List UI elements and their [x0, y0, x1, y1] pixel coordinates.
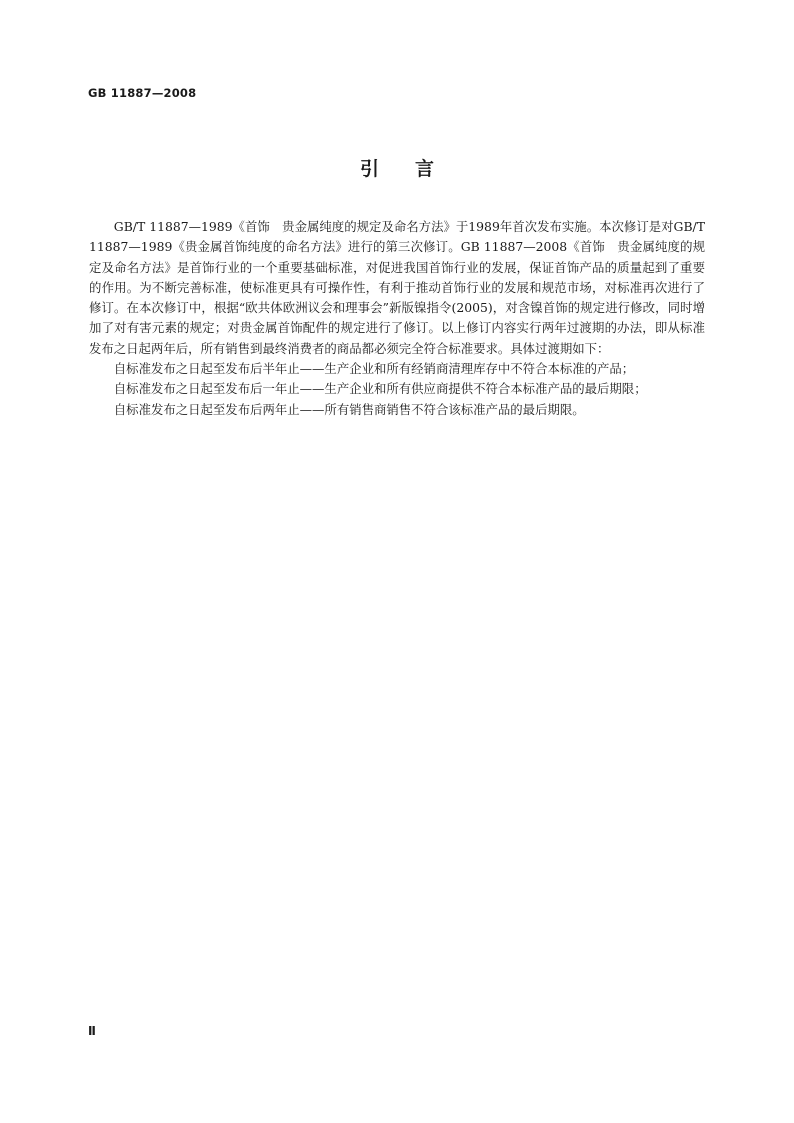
paragraph-transition-half-year: 自标准发布之日起至发布后半年止——生产企业和所有经销商清理库存中不符合本标准的产品； — [113, 361, 635, 377]
paragraph-transition-two-years: 自标准发布之日起至发布后两年止——所有销售商销售不符合该标准产品的最后期限。 — [113, 401, 585, 417]
standard-code-header: GB 11887—2008 — [88, 86, 197, 100]
paragraph-transition-one-year: 自标准发布之日起至发布后一年止——生产企业和所有供应商提供不符合本标准产品的最后期限； — [113, 381, 647, 397]
page-number: Ⅱ — [88, 1024, 96, 1038]
paragraph-intro: GB/T 11887—1989《首饰 贵金属纯度的规定及命名方法》于1989年首次发布实施。本次修订是对GB/T 11887—1989《贵金属首饰纯度的命名方法》进行的第三次修订。GB 11887—2008《首饰 贵金属纯度的规定及命名方法》是首饰行业的一个重要基础标准，对促进我国首饰行业的发展，保证首饰产品的质量起到了重要的作用。为不断完善标准，使标准更具有可操作性，有利于推动首饰行业的发展和规范市场，对标准再次进行了修订。在本次修订中，根据“欧共体欧洲议会和理事会”新版镍指令(2005)，对含镍首饰的规定进行修改，同时增加了对有害元素的规定；对贵金属首饰配件的规定进行了修订。以上修订内容实行两年过渡期的办法，即从标准发布之日起两年后，所有销售到最终消费者的商品都必须完全符合标准要求。具体过渡期如下： — [89, 219, 705, 356]
page-title: 引言 — [359, 158, 470, 180]
document-body — [89, 217, 705, 420]
